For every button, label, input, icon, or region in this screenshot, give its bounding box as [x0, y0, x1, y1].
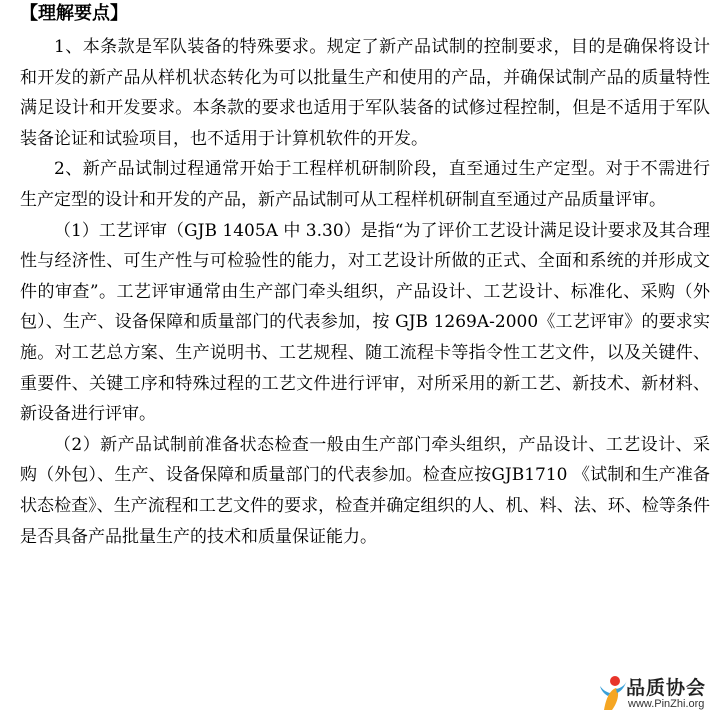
paragraph-4: （2）新产品试制前准备状态检查一般由生产部门牵头组织，产品设计、工艺设计、采购（外包）、生产、设备保障和质量部门的代表参加。检查应按GJB1710 《试制和生产准备状态检查》、生产流程和工艺文件的要求，检查并确定组织的人、机、料、法、环、检等条件是否具备产品批量生产的技术和质量保证能力。 — [20, 434, 710, 547]
document-page — [20, 0, 710, 552]
paragraph-1: 1、本条款是军队装备的特殊要求。规定了新产品试制的控制要求，目的是确保将设计和开发的新产品从样机状态转化为可以批量生产和使用的产品，并确保试制产品的质量特性满足设计和开发要求。本条款的要求也适用于军队装备的试修过程控制，但是不适用于军队装备论证和试验项目，也不适用于计算机软件的开发。 — [20, 37, 710, 149]
watermark-title: 品质协会 — [626, 677, 707, 699]
paragraph-3: （1）工艺评审（GJB 1405A 中 3.30）是指“为了评价工艺设计满足设计要求及其合理性与经济性、可生产性与可检验性的能力，对工艺设计所做的正式、全面和系统的并形成文件的审查”。工艺评审通常由生产部门牵头组织，产品设计、工艺设计、标准化、采购（外包）、生产、设备保障和质量部门的代表参加，按 GJB 1269A-2000《工艺评审》的要求实施。对工艺总方案、生产说明书、工艺规程、随工流程卡等指令性工艺文件，以及关键件、重要件、关键工序和特殊过程的工艺文件进行评审，对所采用的新工艺、新技术、新材料、新设备进行评审。 — [20, 220, 710, 425]
section-heading: 【理解要点】 — [20, 3, 128, 24]
watermark-url: www.PinZhi.org — [628, 698, 705, 710]
person-figure-icon — [598, 674, 628, 712]
watermark-logo — [598, 672, 720, 714]
paragraph-2: 2、新产品试制过程通常开始于工程样机研制阶段，直至通过生产定型。对于不需进行生产定型的设计和开发的产品，新产品试制可从工程样机研制直至通过产品质量评审。 — [20, 159, 710, 210]
